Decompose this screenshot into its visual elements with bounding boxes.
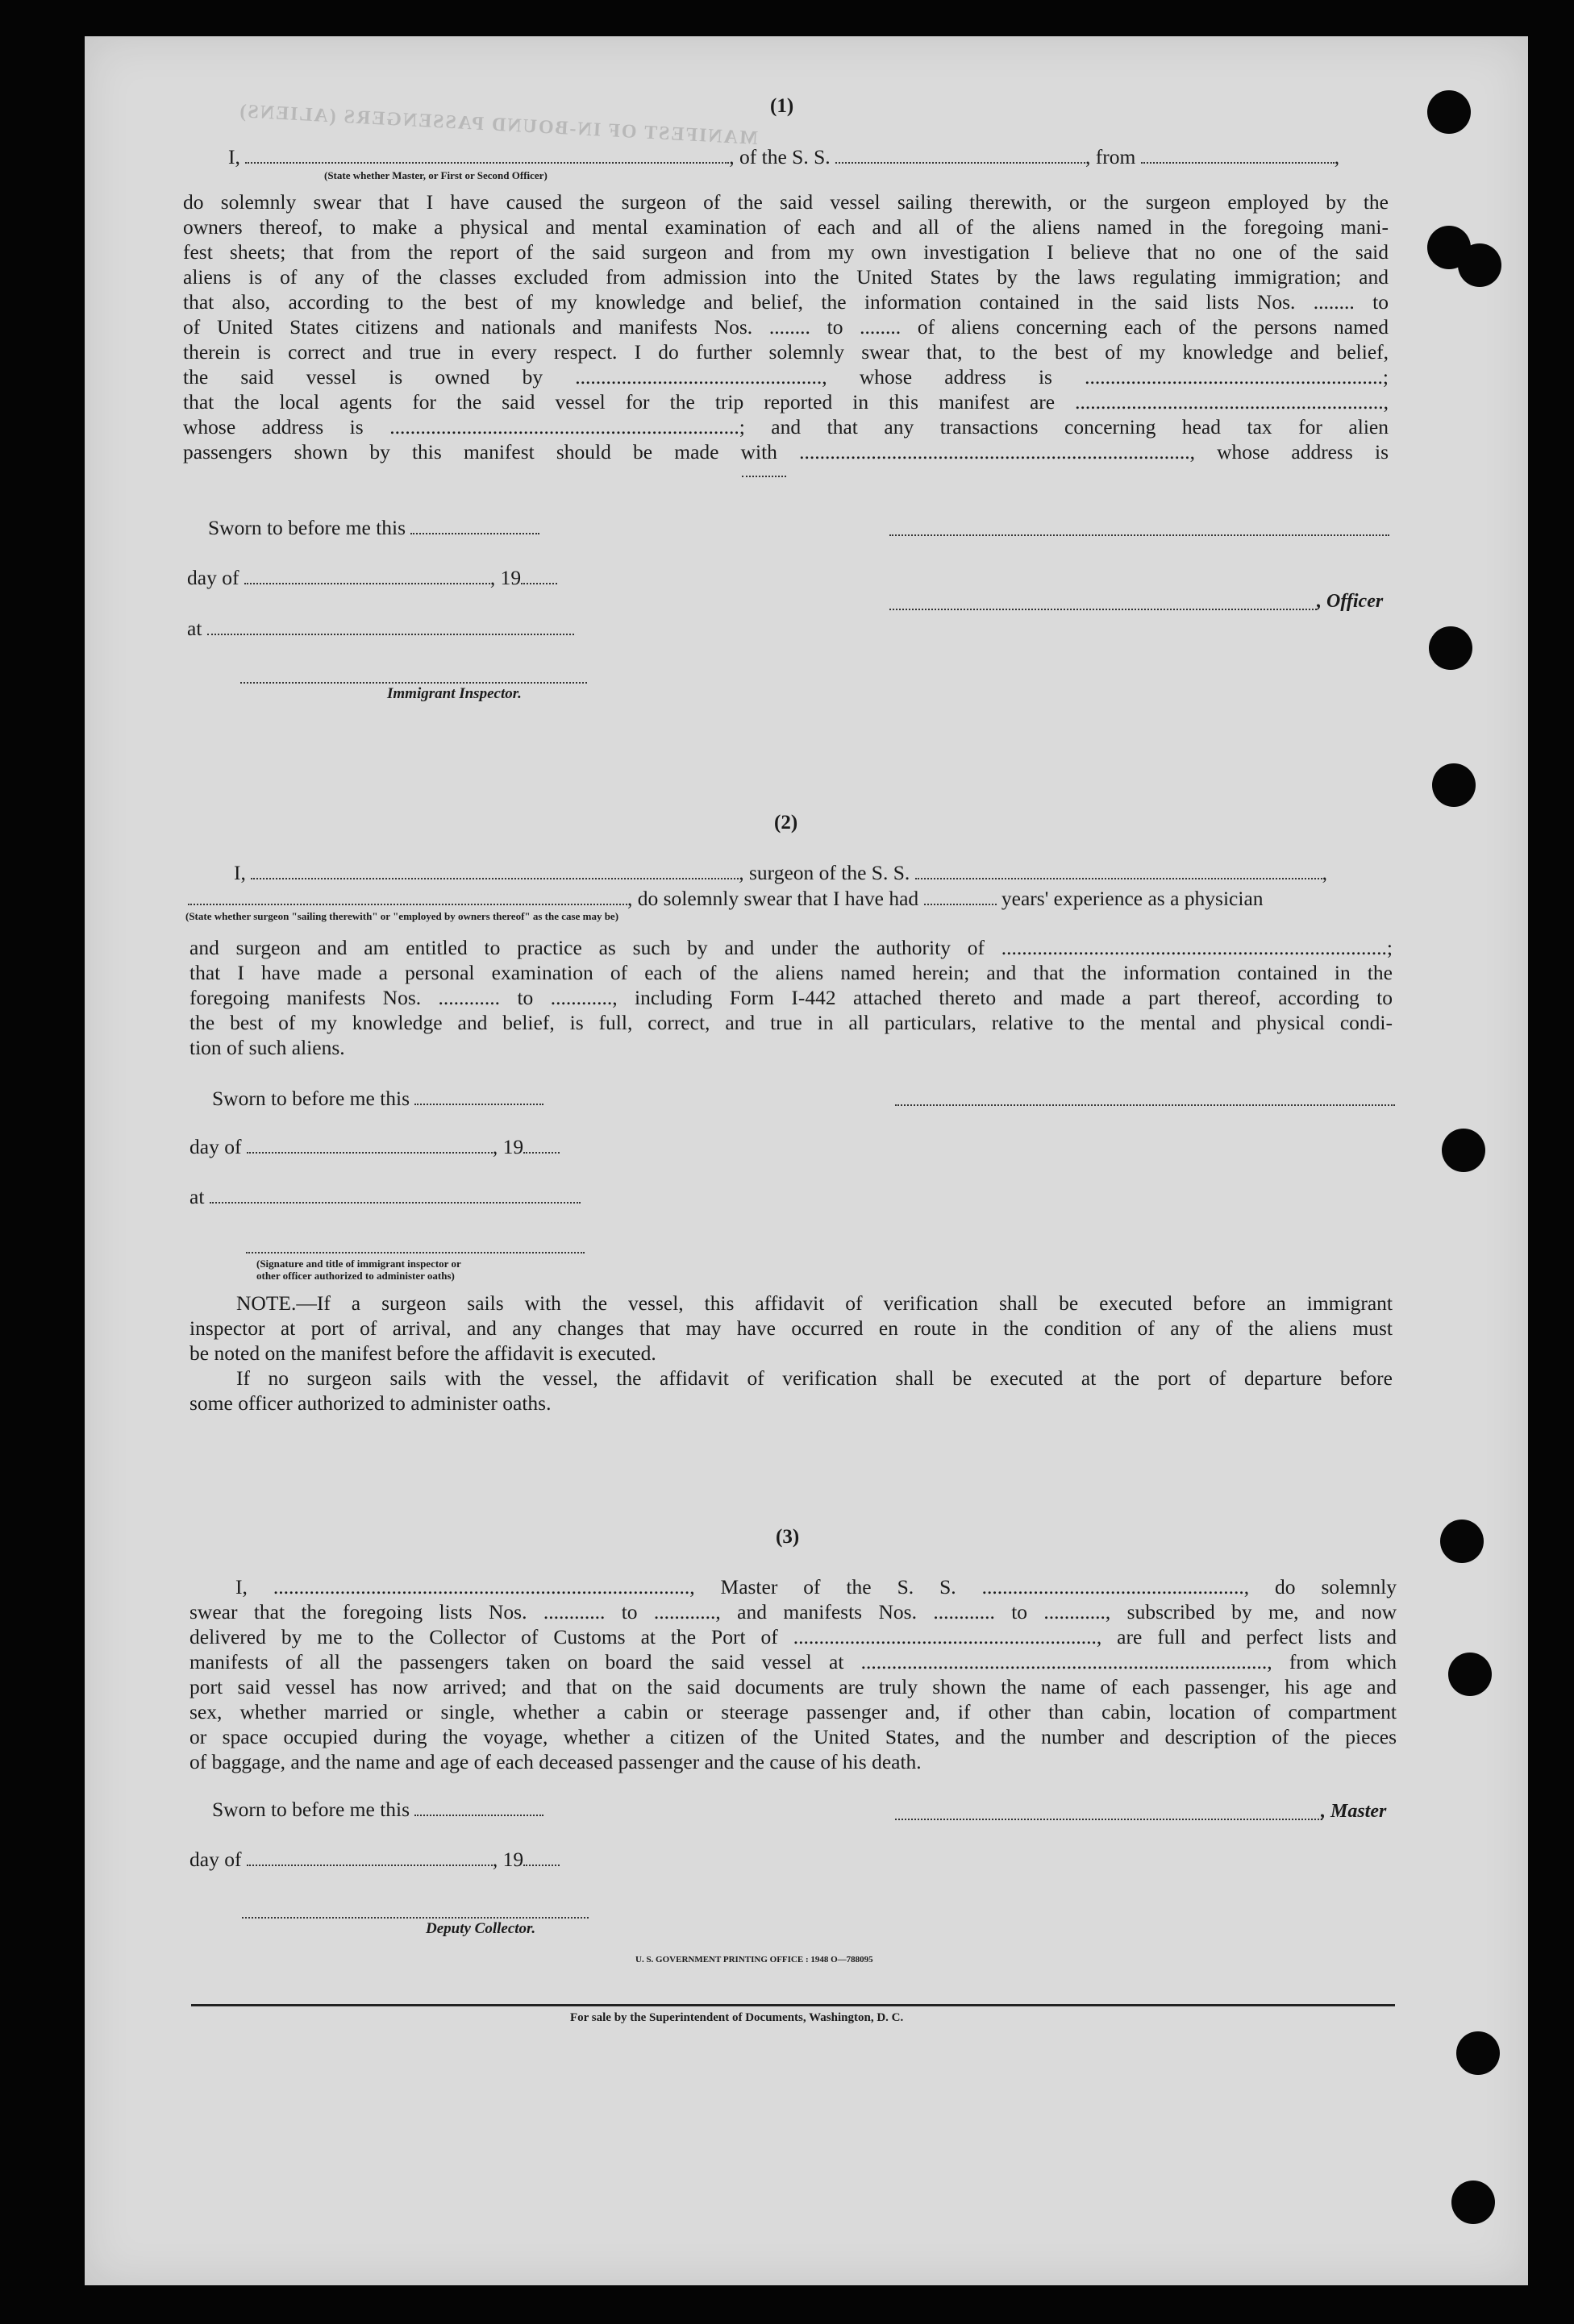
punch-hole xyxy=(1429,626,1472,670)
day-of-label: day of , 19 xyxy=(189,1135,560,1159)
section-1-body: do solemnly swear that I have caused the surgeon of the said vessel sailing therewith, or the surgeon employed by the owners thereof, to make a physical and mental examination of each and all of the aliens named in the foregoing mani- fest sheets; that from the report of the said surgeon and from my own investigation I believe that no one of the said aliens is of any of the classes excluded from admission into the United States by the laws regulating immigration; and that also, according to the best of my knowledge and belief, the information contained in the said lists Nos. ........ to of United States citizens and nationals and manifests Nos. ........ to ........ of aliens concerning each of the persons named therein is correct and true in every respect. I do further solemnly swear that, to the best of my knowledge and belief, the said vessel is owned by ................................................, whose address is ..........................................................; that the local agents for the said vessel for the trip reported in this manifest are ............................................................, whose address is ....................................................................; and that any transactions concerning head tax for alien passengers shown by this manifest should be made with ............................................................................, whose address is xyxy=(183,190,1389,464)
sale-line: For sale by the Superintendent of Documents, Washington, D. C. xyxy=(570,2011,904,2024)
section-2-body: and surgeon and am entitled to practice as such by and under the authority of ...........................................................................; that I have made a personal examination of each of the aliens named herein; and that the information contained in the foregoing manifests Nos. ............ to ............, including Form I-442 attached thereto and made a part thereof, according to the best of my knowledge and belief, is full, correct, and true in all particulars, relative to the mental and physical condi- tion of such aliens. xyxy=(189,936,1393,1059)
punch-hole xyxy=(1440,1520,1484,1563)
sworn-label: Sworn to before me this xyxy=(212,1798,543,1822)
section-2-under-note: (State whether surgeon "sailing therewith" or "employed by owners thereof" as the case may be) xyxy=(185,910,619,922)
officer-label: , Officer xyxy=(1317,591,1384,612)
section-2-number: (2) xyxy=(774,812,798,834)
punch-hole xyxy=(1448,1653,1492,1696)
section-1-number: (1) xyxy=(770,95,794,117)
collector-signature-line xyxy=(242,1917,589,1919)
punch-hole xyxy=(1451,2181,1495,2224)
footer-rule xyxy=(191,2004,1395,2006)
bleed-through-text: MANIFEST OF IN-BOUND PASSENGERS (ALIENS) xyxy=(237,101,759,149)
signature-caption-2: other officer authorized to administer oaths) xyxy=(256,1270,455,1282)
officer-signature-line xyxy=(895,1104,1395,1106)
section-2-line1: I, , surgeon of the S. S. , xyxy=(234,861,1328,884)
punch-hole xyxy=(1427,90,1471,134)
inspector-signature-line xyxy=(240,682,587,684)
punch-hole xyxy=(1442,1129,1485,1172)
officer-signature-line-1 xyxy=(889,534,1389,536)
inspector-signature-line xyxy=(246,1252,585,1253)
master-label: , Master xyxy=(1321,1801,1387,1822)
printing-office-line: U. S. GOVERNMENT PRINTING OFFICE : 1948 O—788095 xyxy=(635,1955,873,1964)
day-of-label: day of , 19 xyxy=(187,566,557,590)
section-1-line1: I, , of the S. S. , from , xyxy=(228,145,1340,168)
section-2-line2: , do solemnly swear that I have had years' experience as a physician xyxy=(188,887,1264,911)
punch-hole xyxy=(1432,763,1476,807)
sworn-label: Sworn to before me this xyxy=(208,516,539,540)
punch-hole xyxy=(1456,2031,1500,2075)
officer-signature-line-2 xyxy=(889,609,1317,610)
note-paragraph: NOTE.—If a surgeon sails with the vessel, this affidavit of verification shall be executed before an immigrant inspector at port of arrival, and any changes that may have occurred en route in the condition of any of the aliens must be noted on the manifest before the affidavit is executed. If no surgeon sails with the vessel, the affidavit of verification shall be executed at the port of departure before some officer authorized to administer oaths. xyxy=(189,1291,1393,1415)
at-label: at xyxy=(189,1185,581,1209)
section-3-body: I, ................................................................................., Master of the S. S. ..................................................., do solemnly swear that the foregoing lists Nos. ............ to ............, and manifests Nos. ............ to ............, subscribed by me, and now delivered by me to the Collector of Customs at the Port of ..........................................................., are full and perfect lists and manifests of all the passengers taken on board the said vessel at ..............................................................................., from which port said vessel has now arrived; and that on the said documents are truly shown the name of each passenger, his age and sex, whether married or single, whether a cabin or steerage passenger and, if other than cabin, location of compartment or space occupied during the voyage, whether a citizen of the United States, and the number and description of the pieces of baggage, and the name and age of each deceased passenger and the cause of his death. xyxy=(189,1575,1397,1773)
sworn-label: Sworn to before me this xyxy=(212,1087,543,1111)
signature-line xyxy=(742,476,786,477)
collector-label: Deputy Collector. xyxy=(426,1920,536,1937)
signature-caption-1: (Signature and title of immigrant inspector or xyxy=(256,1258,461,1270)
at-label: at xyxy=(187,617,574,641)
section-1-under-note: (State whether Master, or First or Second Officer) xyxy=(324,169,548,181)
day-of-label: day of , 19 xyxy=(189,1848,560,1872)
section-3-number: (3) xyxy=(776,1526,800,1548)
master-signature-line xyxy=(895,1819,1322,1820)
punch-hole xyxy=(1458,243,1501,287)
inspector-label: Immigrant Inspector. xyxy=(387,685,522,702)
